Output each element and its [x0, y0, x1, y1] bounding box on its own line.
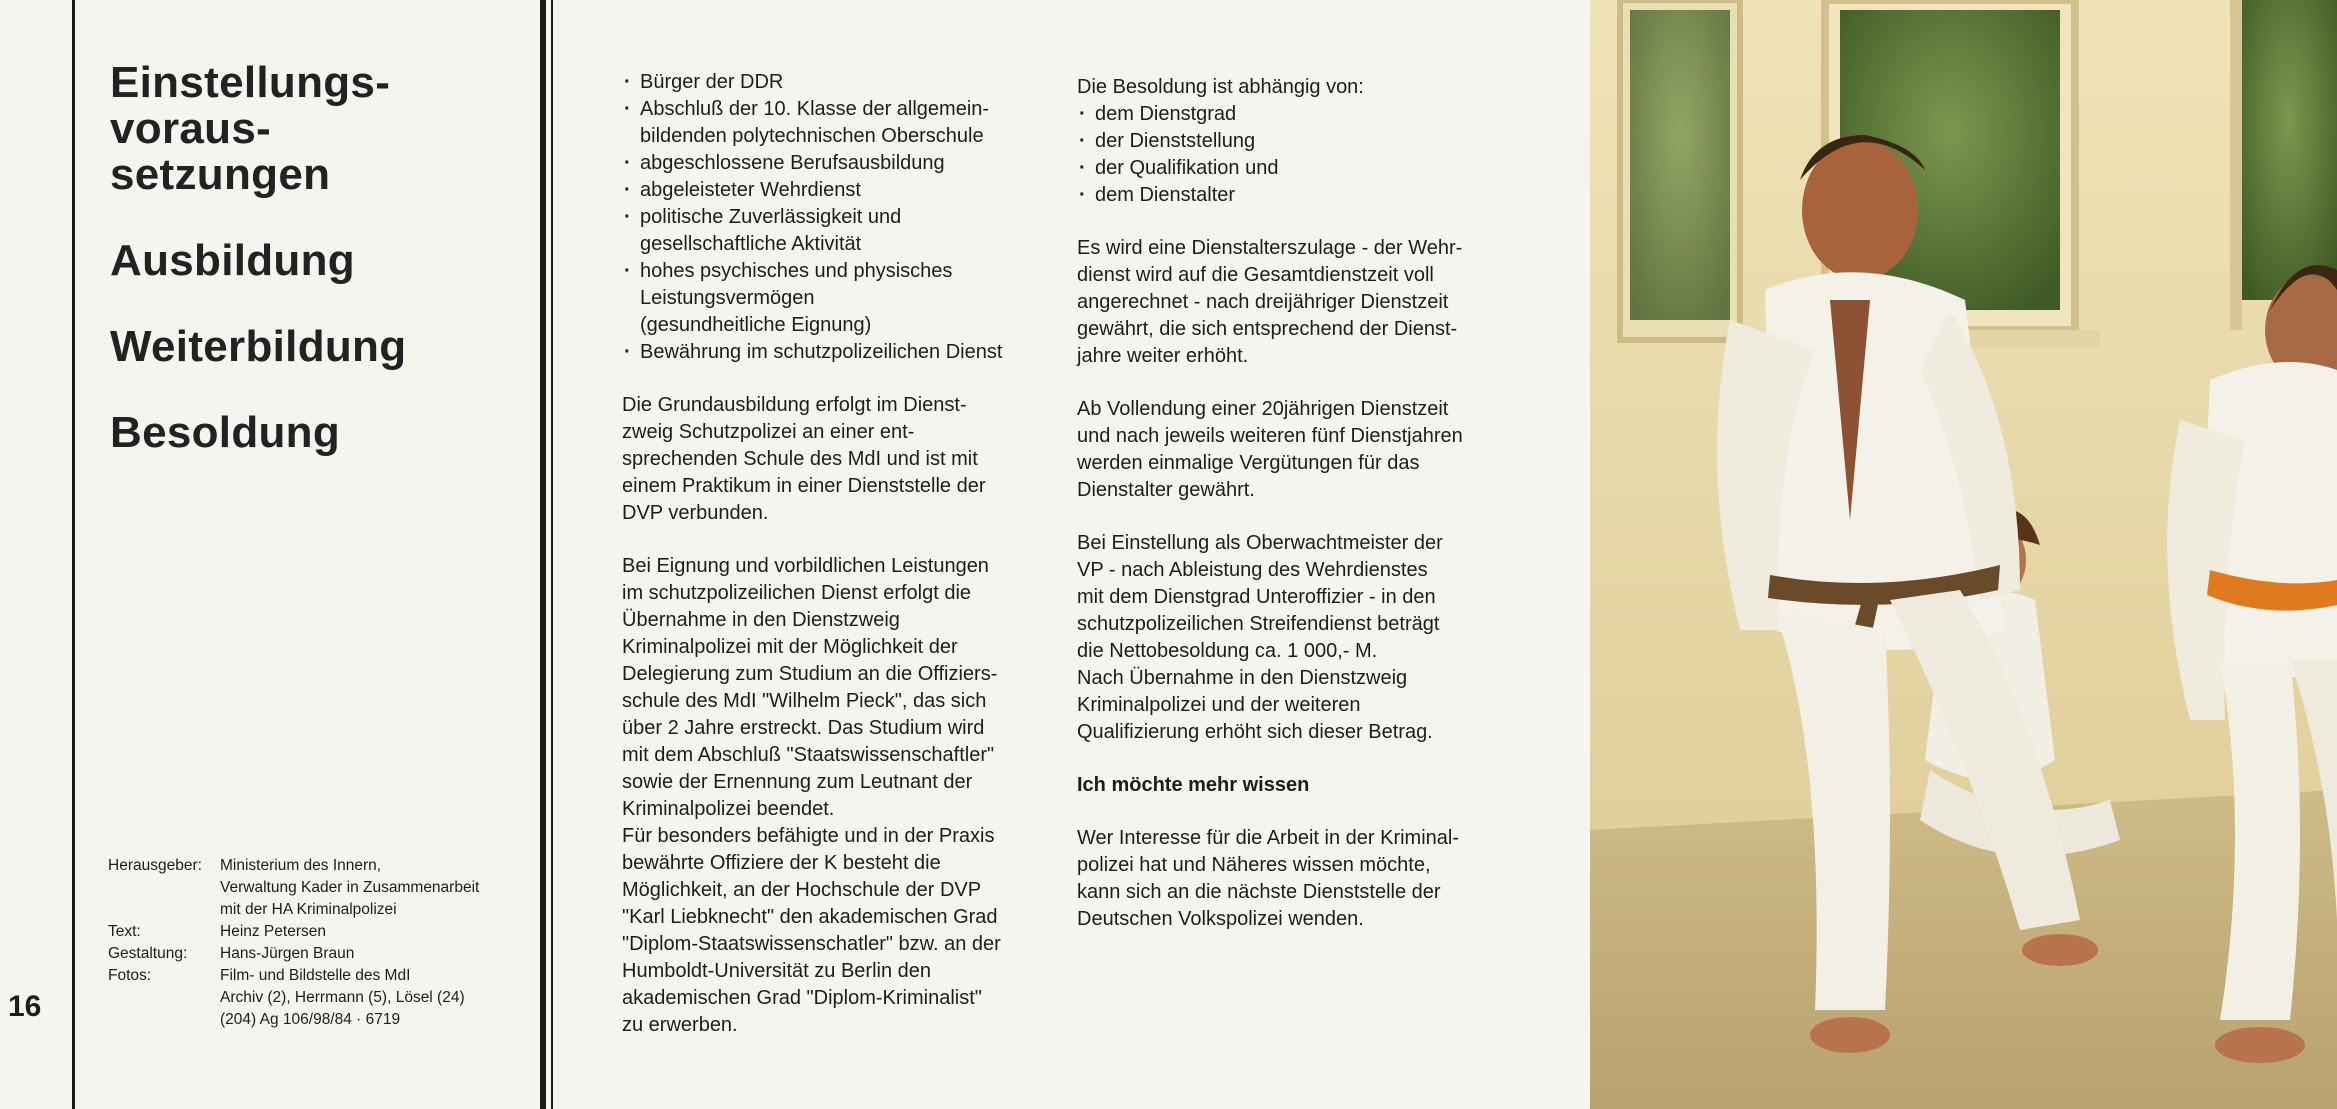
- text-line: Es wird eine Dienstalterszulage - der Wehr-: [1077, 237, 1463, 259]
- more-info-heading: Ich möchte mehr wissen: [1077, 774, 1310, 796]
- section-heading: [110, 324, 530, 370]
- text-line: · Abschluß der 10. Klasse der allgemein-: [640, 98, 990, 120]
- text-line: Übernahme in den Dienstzweig: [622, 609, 900, 631]
- text-line: Wer Interesse für die Arbeit in der Kriminal-: [1077, 827, 1460, 849]
- salary-intro: Die Besoldung ist abhängig von:: [1077, 76, 1364, 98]
- text-line: Kriminalpolizei und der weiteren: [1077, 694, 1361, 716]
- text-line: Qualifizierung erhöht sich dieser Betrag.: [1077, 721, 1433, 743]
- text-line: · abgeleisteter Wehrdienst: [640, 179, 861, 201]
- body-paragraph: [1077, 396, 1547, 504]
- body-paragraph: [1077, 235, 1547, 370]
- text-line: angerechnet - nach dreijähriger Dienstzeit: [1077, 291, 1449, 313]
- text-line: gewährt, die sich entsprechend der Dienst-: [1077, 318, 1458, 340]
- text-line: · abgeschlossene Berufsausbildung: [640, 152, 945, 174]
- text-line: Möglichkeit, an der Hochschule der DVP: [622, 879, 982, 901]
- imprint-row: [108, 943, 528, 965]
- text-line: Dienstalter gewährt.: [1077, 479, 1255, 501]
- text-line: Hans-Jürgen Braun: [220, 945, 355, 962]
- text-line: zweig Schutzpolizei an einer ent-: [622, 421, 915, 443]
- text-line: · hohes psychisches und physisches: [640, 260, 953, 282]
- text-line: Film- und Bildstelle des MdI: [220, 967, 411, 984]
- section-headings: [110, 60, 530, 456]
- photo-illustration: [1590, 0, 2337, 1109]
- text-line: akademischen Grad "Diplom-Kriminalist": [622, 987, 982, 1009]
- list-item: [1077, 182, 1547, 209]
- text-line: Ministerium des Innern,: [220, 857, 382, 874]
- section-heading: [110, 410, 530, 456]
- text-line: werden einmalige Vergütungen für das: [1077, 452, 1420, 474]
- text-line: Einstellungs-: [110, 58, 391, 107]
- foliage-left: [1630, 10, 1730, 320]
- page-number: 16: [8, 990, 42, 1023]
- judo-training-photo: [1590, 0, 2337, 1109]
- section-heading: [110, 238, 530, 284]
- text-line: · dem Dienstalter: [1095, 184, 1236, 206]
- window-frame-right: [2230, 0, 2242, 330]
- text-line: sprechenden Schule des MdI und ist mit: [622, 448, 978, 470]
- text-line: die Nettobesoldung ca. 1 000,- M.: [1077, 640, 1378, 662]
- imprint-key: Text:: [108, 923, 141, 940]
- text-line: zu erwerben.: [622, 1014, 738, 1036]
- imprint-row: [108, 965, 528, 1031]
- list-item: [1077, 155, 1547, 182]
- imprint-value: [220, 855, 528, 921]
- imprint-value: [220, 921, 528, 943]
- text-line: Ausbildung: [110, 236, 355, 285]
- imprint: [108, 855, 528, 1031]
- list-item: [622, 150, 1062, 177]
- text-line: schutzpolizeilichen Streifendienst beträgt: [1077, 613, 1440, 635]
- body-paragraph: [1077, 530, 1547, 746]
- body-paragraph: [622, 553, 1062, 1039]
- imprint-row: [108, 921, 528, 943]
- text-line: Bei Einstellung als Oberwachtmeister der: [1077, 532, 1443, 554]
- text-line: Delegierung zum Studium an die Offiziers-: [622, 663, 998, 685]
- imprint-key: Fotos:: [108, 967, 152, 984]
- text-line: Leistungsvermögen: [640, 287, 815, 309]
- text-line: kann sich an die nächste Dienststelle der: [1077, 881, 1441, 903]
- requirements-list: [622, 69, 1062, 366]
- text-line: Kriminalpolizei beendet.: [622, 798, 835, 820]
- text-line: Archiv (2), Herrmann (5), Lösel (24): [220, 989, 465, 1006]
- text-line: sowie der Ernennung zum Leutnant der: [622, 771, 973, 793]
- text-line: · der Dienststellung: [1095, 130, 1256, 152]
- text-line: einem Praktikum in einer Dienststelle der: [622, 475, 986, 497]
- text-line: im schutzpolizeilichen Dienst erfolgt die: [622, 582, 972, 604]
- text-line: gesellschaftliche Aktivität: [640, 233, 862, 255]
- list-item: [1077, 128, 1547, 155]
- list-item: [622, 339, 1062, 366]
- text-column-requirements-training: [622, 69, 1062, 1065]
- text-line: Besoldung: [110, 408, 341, 457]
- text-line: setzungen: [110, 150, 331, 199]
- more-info-paragraph: [1077, 825, 1547, 933]
- list-item: [622, 177, 1062, 204]
- salary-factors-list: [1077, 101, 1547, 209]
- imprint-row: [108, 855, 528, 921]
- text-line: Deutschen Volkspolizei wenden.: [1077, 908, 1364, 930]
- text-line: und nach jeweils weiteren fünf Dienstjahren: [1077, 425, 1463, 447]
- margin-rule: [72, 0, 75, 1109]
- text-line: jahre weiter erhöht.: [1077, 345, 1249, 367]
- text-line: "Diplom-Staatswissenschatler" bzw. an der: [622, 933, 1001, 955]
- imprint-value: [220, 965, 528, 1031]
- text-line: Nach Übernahme in den Dienstzweig: [1077, 667, 1408, 689]
- text-line: "Karl Liebknecht" den akademischen Grad: [622, 906, 998, 928]
- text-line: mit dem Abschluß "Staatswissenschaftler": [622, 744, 995, 766]
- imprint-key: Herausgeber:: [108, 857, 202, 874]
- list-item: [622, 204, 1062, 258]
- text-line: Verwaltung Kader in Zusammenarbeit: [220, 879, 480, 896]
- column-divider-thin: [551, 0, 553, 1109]
- text-line: (204) Ag 106/98/84 · 6719: [220, 1011, 401, 1028]
- text-line: bewährte Offiziere der K besteht die: [622, 852, 941, 874]
- body-paragraph: [622, 392, 1062, 527]
- text-line: voraus-: [110, 104, 272, 153]
- text-line: polizei hat und Näheres wissen möchte,: [1077, 854, 1431, 876]
- text-line: schule des MdI "Wilhelm Pieck", das sich: [622, 690, 987, 712]
- text-line: Kriminalpolizei mit der Möglichkeit der: [622, 636, 958, 658]
- text-line: mit dem Dienstgrad Unteroffizier - in den: [1077, 586, 1436, 608]
- text-column-salary: [1077, 74, 1547, 959]
- text-line: über 2 Jahre erstreckt. Das Studium wird: [622, 717, 985, 739]
- text-line: dienst wird auf die Gesamtdienstzeit voll: [1077, 264, 1434, 286]
- text-line: · politische Zuverlässigkeit und: [640, 206, 902, 228]
- list-item: [1077, 101, 1547, 128]
- text-line: VP - nach Ableistung des Wehrdienstes: [1077, 559, 1428, 581]
- section-heading: [110, 60, 530, 198]
- imprint-key: Gestaltung:: [108, 945, 188, 962]
- text-line: · der Qualifikation und: [1095, 157, 1279, 179]
- text-line: (gesundheitliche Eignung): [640, 314, 872, 336]
- text-line: Bei Eignung und vorbildlichen Leistungen: [622, 555, 989, 577]
- salary-paragraphs: [1077, 235, 1547, 746]
- text-line: Humboldt-Universität zu Berlin den: [622, 960, 932, 982]
- text-line: DVP verbunden.: [622, 502, 769, 524]
- foliage-right: [2240, 0, 2337, 300]
- list-item: [622, 258, 1062, 339]
- column-divider-thick: [540, 0, 546, 1109]
- text-line: Die Grundausbildung erfolgt im Dienst-: [622, 394, 967, 416]
- text-line: Für besonders befähigte und in der Praxis: [622, 825, 995, 847]
- training-paragraphs: [622, 392, 1062, 1039]
- text-line: mit der HA Kriminalpolizei: [220, 901, 397, 918]
- list-item: [622, 69, 1062, 96]
- text-line: · Bürger der DDR: [640, 71, 784, 93]
- text-line: Ab Vollendung einer 20jährigen Dienstzeit: [1077, 398, 1449, 420]
- text-line: Weiterbildung: [110, 322, 407, 371]
- text-line: · Bewährung im schutzpolizeilichen Dienst: [640, 341, 1003, 363]
- text-line: · dem Dienstgrad: [1095, 103, 1237, 125]
- text-line: bildenden polytechnischen Oberschule: [640, 125, 984, 147]
- text-line: Heinz Petersen: [220, 923, 326, 940]
- imprint-value: [220, 943, 528, 965]
- list-item: [622, 96, 1062, 150]
